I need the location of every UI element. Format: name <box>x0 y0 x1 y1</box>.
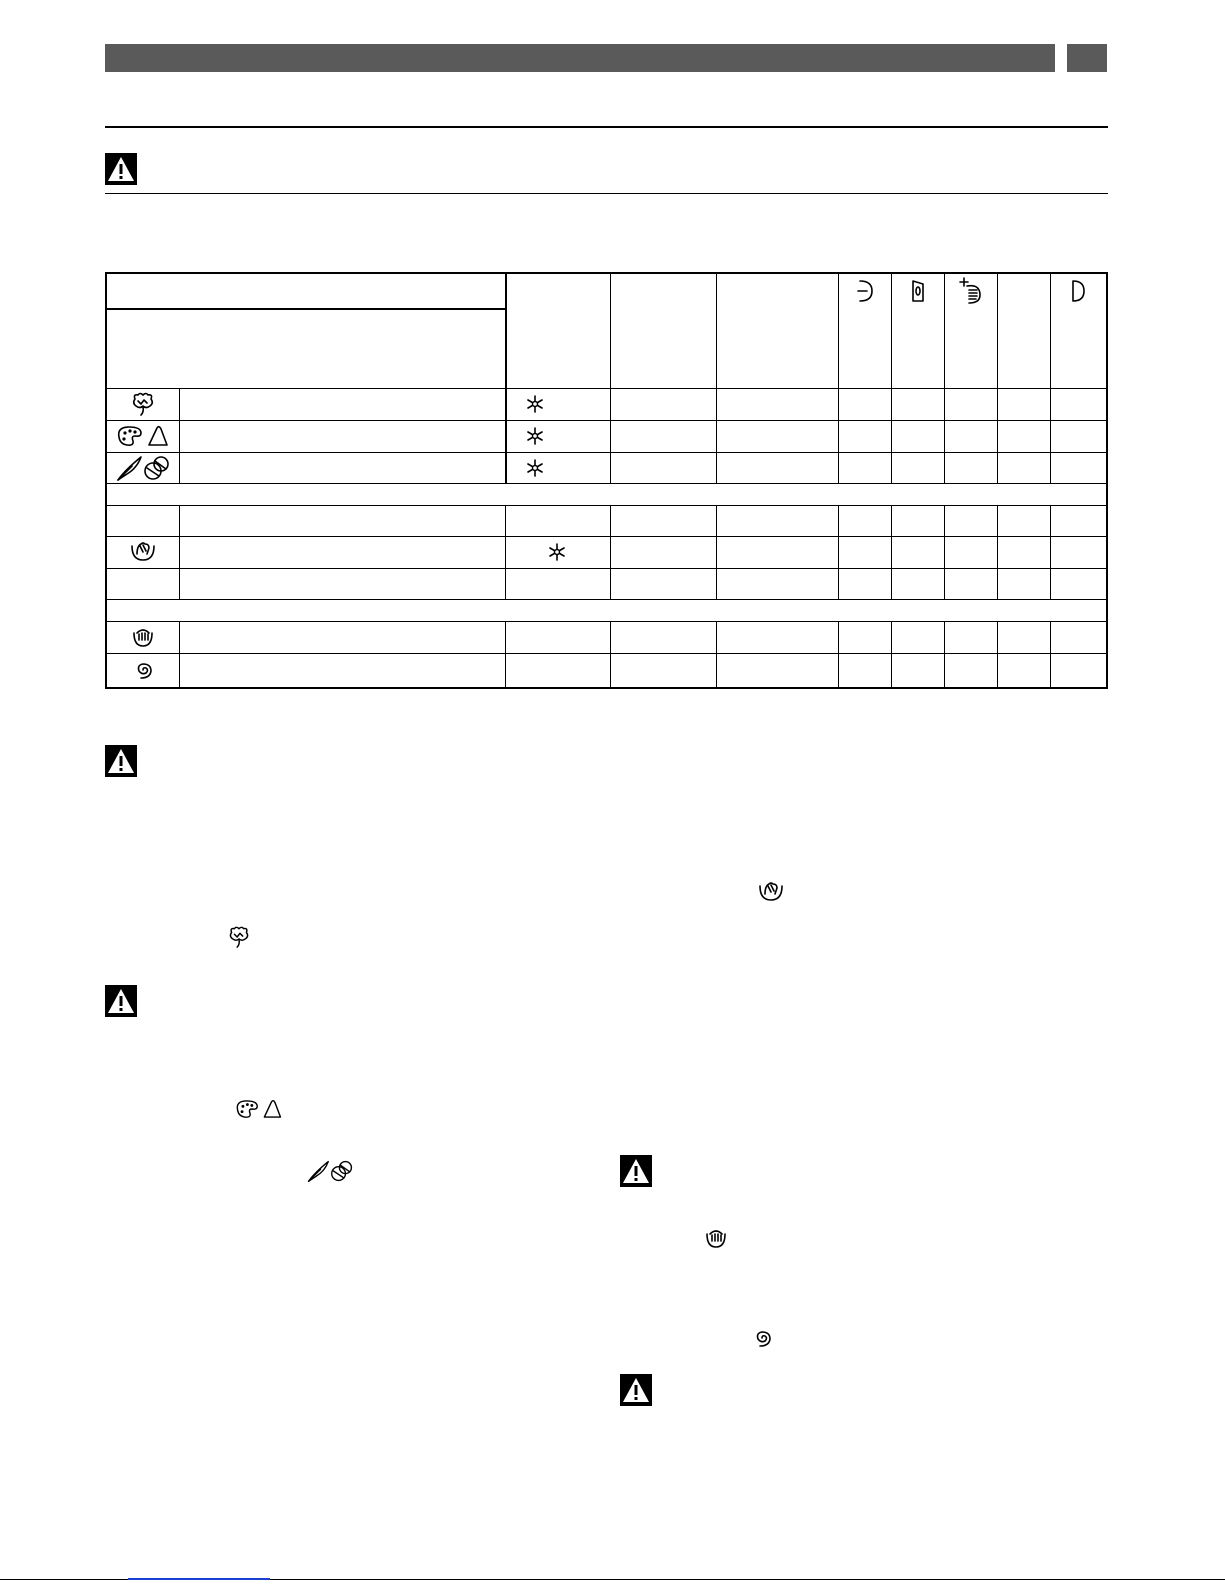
warning-triangle-icon <box>620 1155 652 1187</box>
warning-triangle-icon <box>620 1374 652 1406</box>
palette-synthetics-icon <box>234 1097 284 1121</box>
table-col-line <box>944 505 945 599</box>
warning-triangle-icon <box>105 153 137 185</box>
warning-rule <box>105 193 1108 194</box>
night-icon <box>1050 274 1106 308</box>
snowflake-icon <box>505 420 565 452</box>
table-row-line <box>107 452 1106 453</box>
table-col-line <box>891 505 892 599</box>
table-row-line <box>107 483 1106 484</box>
table-col-line <box>610 505 611 599</box>
rinse-tub-icon <box>704 1226 728 1250</box>
table-col-line <box>716 274 717 483</box>
feather-wool-icon <box>306 1158 354 1184</box>
table-row-line <box>107 388 1106 389</box>
table-col-line <box>838 621 839 687</box>
table-row-line <box>107 568 1106 569</box>
table-col-line <box>716 505 717 599</box>
programme-table <box>105 272 1108 689</box>
table-col-line <box>997 274 998 483</box>
cotton-flower-icon <box>107 388 179 420</box>
table-col-line <box>1050 505 1051 599</box>
table-col-line <box>505 621 506 687</box>
table-col-line <box>610 274 611 483</box>
palette-synthetics-icon <box>107 420 179 452</box>
snowflake-icon <box>505 388 565 420</box>
snowflake-icon <box>505 452 565 483</box>
table-col-line <box>891 621 892 687</box>
warning-triangle-icon <box>105 985 137 1017</box>
table-row-line <box>107 653 1106 654</box>
table-col-line <box>716 621 717 687</box>
table-row-line <box>107 599 1106 600</box>
table-row-line <box>107 505 1106 506</box>
table-col-line <box>179 505 180 599</box>
table-col-line <box>505 505 506 599</box>
stain-icon <box>891 274 944 308</box>
footer-link[interactable] <box>128 1578 270 1580</box>
cotton-flower-icon <box>227 925 251 949</box>
table-header-divider <box>107 308 507 310</box>
table-col-line <box>997 621 998 687</box>
table-col-line <box>179 388 180 483</box>
table-col-line <box>179 621 180 687</box>
table-col-line <box>610 621 611 687</box>
header-bar <box>105 44 1055 72</box>
table-col-line <box>997 505 998 599</box>
table-col-line <box>1050 621 1051 687</box>
feather-wool-icon <box>107 452 179 483</box>
snowflake-icon <box>537 536 577 568</box>
extra-rinse-icon <box>944 274 997 308</box>
prewash-icon <box>838 274 891 308</box>
hand-in-tub-icon <box>107 536 179 568</box>
table-col-line <box>944 621 945 687</box>
rinse-tub-icon <box>107 621 179 653</box>
page-number-box <box>1067 44 1107 72</box>
section-rule <box>105 126 1108 128</box>
table-row-line <box>107 621 1106 622</box>
spin-spiral-icon <box>750 1327 774 1349</box>
warning-triangle-icon <box>105 745 137 777</box>
table-row-line <box>107 536 1106 537</box>
spin-spiral-icon <box>107 653 179 687</box>
hand-in-tub-icon <box>757 880 785 904</box>
table-col-line <box>838 505 839 599</box>
table-row-line <box>107 420 1106 421</box>
